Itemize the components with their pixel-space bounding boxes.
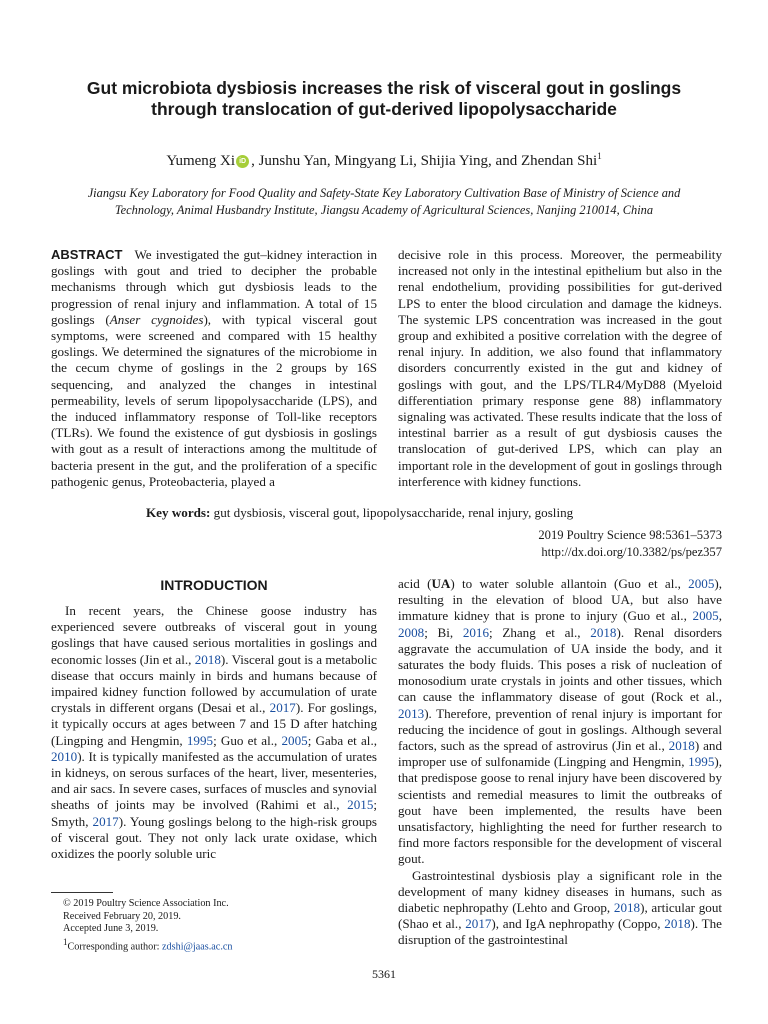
abstract-heading: ABSTRACT (51, 247, 123, 262)
intro-text: ). The disruption of the gastrointestinal (398, 916, 722, 948)
copyright-line: © 2019 Poultry Science Association Inc. (63, 898, 229, 909)
author-footnote-marker[interactable]: 1 (597, 151, 602, 161)
intro-text: ) to water soluble allantoin (Guo et al., (450, 576, 689, 591)
corresponding-author (63, 936, 383, 954)
abstract-text-b: ), with typical visceral gout symptoms, were screened and compared with 15 healthy goslings. We determined the signatures of the microbiome in the cecum chyme of goslings in the 2 groups by 16S sequencing, and analyzed the changes in intestinal permeability, levels of serum lipopolysaccharide (LPS), and the induced inflammatory response of Toll-like receptors (TLRs). We found the existence of gut dysbiosis in goslings with gout as a result of interactions among the multitude of bacteria present in the gut, and the proliferation of a specific pathogenic genus, Proteobacteria, played a (51, 311, 377, 489)
corresponding-label: Corresponding author: (67, 941, 163, 953)
intro-right-column (398, 576, 722, 949)
intro-text: ). Young goslings belong to the high-risk groups of visceral gout. They not only lack urate oxidase, which oxidizes the poorly soluble uric (51, 813, 377, 862)
intro-text: ; Guo et al., (213, 732, 282, 748)
keywords-text: gut dysbiosis, visceral gout, lipopolysaccharide, renal injury, gosling (210, 505, 574, 520)
orcid-icon[interactable]: iD (236, 155, 249, 168)
ref-link[interactable]: 2018 (668, 738, 695, 754)
intro-text: , (718, 608, 722, 624)
ref-link[interactable]: 1995 (688, 754, 715, 770)
ref-link[interactable]: 2017 (92, 813, 119, 829)
ref-link[interactable]: 2005 (688, 576, 715, 591)
intro-text: In recent years, the Chinese goose industry has experienced severe outbreaks of visceral gout in young goslings that have caused serious mortalities in goslings and economic losses (Jin et al., (51, 603, 377, 667)
intro-paragraph (398, 576, 722, 868)
footnote-divider (51, 892, 113, 893)
introduction-heading: INTRODUCTION (160, 577, 268, 593)
abbrev-ua: UA (431, 576, 451, 591)
abstract-left-column (51, 247, 377, 490)
intro-text: ). Renal disorders aggravate the accumulation of UA inside the body, and it saturates the body fluids. This poses a risk of nucleation of monosodium urate crystals in joints and other tissues, which can cause the inflammatory disease of gout (Rock et al., (398, 624, 722, 705)
ref-link[interactable]: 2015 (347, 797, 374, 813)
page-number: 5361 (372, 967, 396, 981)
intro-paragraph (398, 868, 722, 949)
first-author[interactable]: Yumeng Xi (166, 153, 236, 169)
footnote-marker: 1 (63, 936, 68, 947)
intro-text: ). It is typically manifested as the accumulation of urates in kidneys, on serous surfaces of the heart, liver, mesenteries, and air sacs. In severe cases, surfaces of muscles and synovial sheaths of joints may be involved (Rahimi et al., (51, 748, 377, 813)
intro-text: ; Gaba et al., (307, 732, 377, 748)
received-date: Received February 20, 2019. (63, 910, 181, 922)
intro-text: ). For goslings, it typically occurs at ages between 7 and 15 D after hatching (Lingping and Hengmin, (51, 700, 377, 748)
species-name: Anser cygnoides (109, 311, 204, 327)
ref-link[interactable]: 2018 (613, 900, 641, 916)
footnotes (63, 898, 383, 954)
intro-text: ; Smyth, (51, 797, 377, 829)
author-list (60, 151, 708, 170)
intro-left-column (51, 603, 377, 862)
other-authors: , Junshu Yan, Mingyang Li, Shijia Ying, and Zhendan Shi (251, 153, 598, 169)
intro-text: ), and IgA nephropathy (Coppo, (491, 916, 665, 932)
journal-citation: 2019 Poultry Science 98:5361–5373 (538, 528, 722, 542)
intro-text: ), articular gout (Shao et al., (398, 900, 723, 932)
ref-link[interactable]: 2018 (194, 651, 221, 667)
ref-link[interactable]: 2018 (664, 916, 691, 932)
intro-text: ; Bi, (424, 624, 463, 640)
ref-link[interactable]: 2013 (398, 705, 425, 721)
intro-text: acid ( (398, 576, 432, 591)
ref-link[interactable]: 2005 (692, 608, 719, 624)
intro-text: ). Therefore, prevention of renal injury is important for reducing the incidence of gout in goslings. Although several factors, such as the spread of astrovirus (Jin et al., (398, 705, 722, 754)
keywords-label: Key words: (146, 505, 211, 520)
ref-link[interactable]: 2010 (51, 748, 78, 764)
intro-text: ) and improper use of sulfonamide (Lingping and Hengmin, (398, 738, 722, 770)
ref-link[interactable]: 2017 (465, 916, 492, 932)
affiliation: Jiangsu Key Laboratory for Food Quality and Safety-State Key Laboratory Cultivation Base of Ministry of Science and Technology, Animal Husbandry Institute, Jiangsu Academy of Agricultural Sciences, Nanjing 210014, China (87, 186, 681, 217)
ref-link[interactable]: 2005 (281, 732, 308, 748)
email-link[interactable]: zdshi@jaas.ac.cn (162, 941, 233, 953)
intro-text: ), that predispose goose to renal injury have been discovered by scientists and remedial measures to limit the outbreaks of gout have been implemented, the results have been unsatisfactory, highlighting the need for further research to find more factors responsible for the development of visceral gout. (398, 754, 722, 867)
accepted-date: Accepted June 3, 2019. (63, 923, 159, 935)
intro-text: ). Visceral gout is a metabolic disease that occurs mainly in birds and humans because of impaired kidney function followed by accumulation of urate crystals in different organs (Desai et al., (51, 651, 377, 716)
ref-link[interactable]: 2018 (590, 624, 617, 640)
ref-link[interactable]: 1995 (186, 732, 214, 748)
keywords (146, 505, 746, 521)
citation-block (422, 527, 722, 560)
ref-link[interactable]: 2017 (269, 700, 296, 716)
intro-text: ; Zhang et al., (489, 624, 591, 640)
abstract-text-a: We investigated the gut–kidney interaction in goslings with gout and tried to decipher the probable mechanisms through which gut dysbiosis leads to the progression of renal injury and inflammation. A total of 15 goslings ( (51, 247, 377, 327)
intro-text: ), resulting in the elevation of blood UA, but also have immature kidney that is prone to injury (Guo et al., (398, 576, 722, 624)
ref-link[interactable]: 2016 (462, 624, 490, 640)
doi-link[interactable]: http://dx.doi.org/10.3382/ps/pez357 (541, 544, 722, 559)
intro-text: Gastrointestinal dysbiosis play a significant role in the development of many kidney diseases in humans, such as diabetic nephropathy (Lehto and Groop, (398, 867, 722, 916)
ref-link[interactable]: 2008 (398, 624, 425, 640)
paper-title: Gut microbiota dysbiosis increases the risk of visceral gout in goslings through translocation of gut-derived lipopolysaccharide (86, 78, 682, 119)
abstract-right-column: decisive role in this process. Moreover, the permeability increased not only in the intestinal epithelium but also in the renal endothelium, providing possibilities for gut-derived LPS to enter the blood circulation and damage the kidneys. The systemic LPS concentration was increased in the gout group and exhibited a positive correlation with the degree of renal injury. In addition, we also found that inflammatory disorders concurrently existed in the gut and kidney of goslings with gout, and the LPS/TLR4/MyD88 (Myeloid differentiation primary response gene 88) inflammatory signaling was activated. These results indicate that the loss of intestinal barrier as a result of gut dysbiosis causes the translocation of gut-derived LPS, which can play an important role in the development of gout in goslings through interference with kidney functions. (398, 247, 722, 489)
